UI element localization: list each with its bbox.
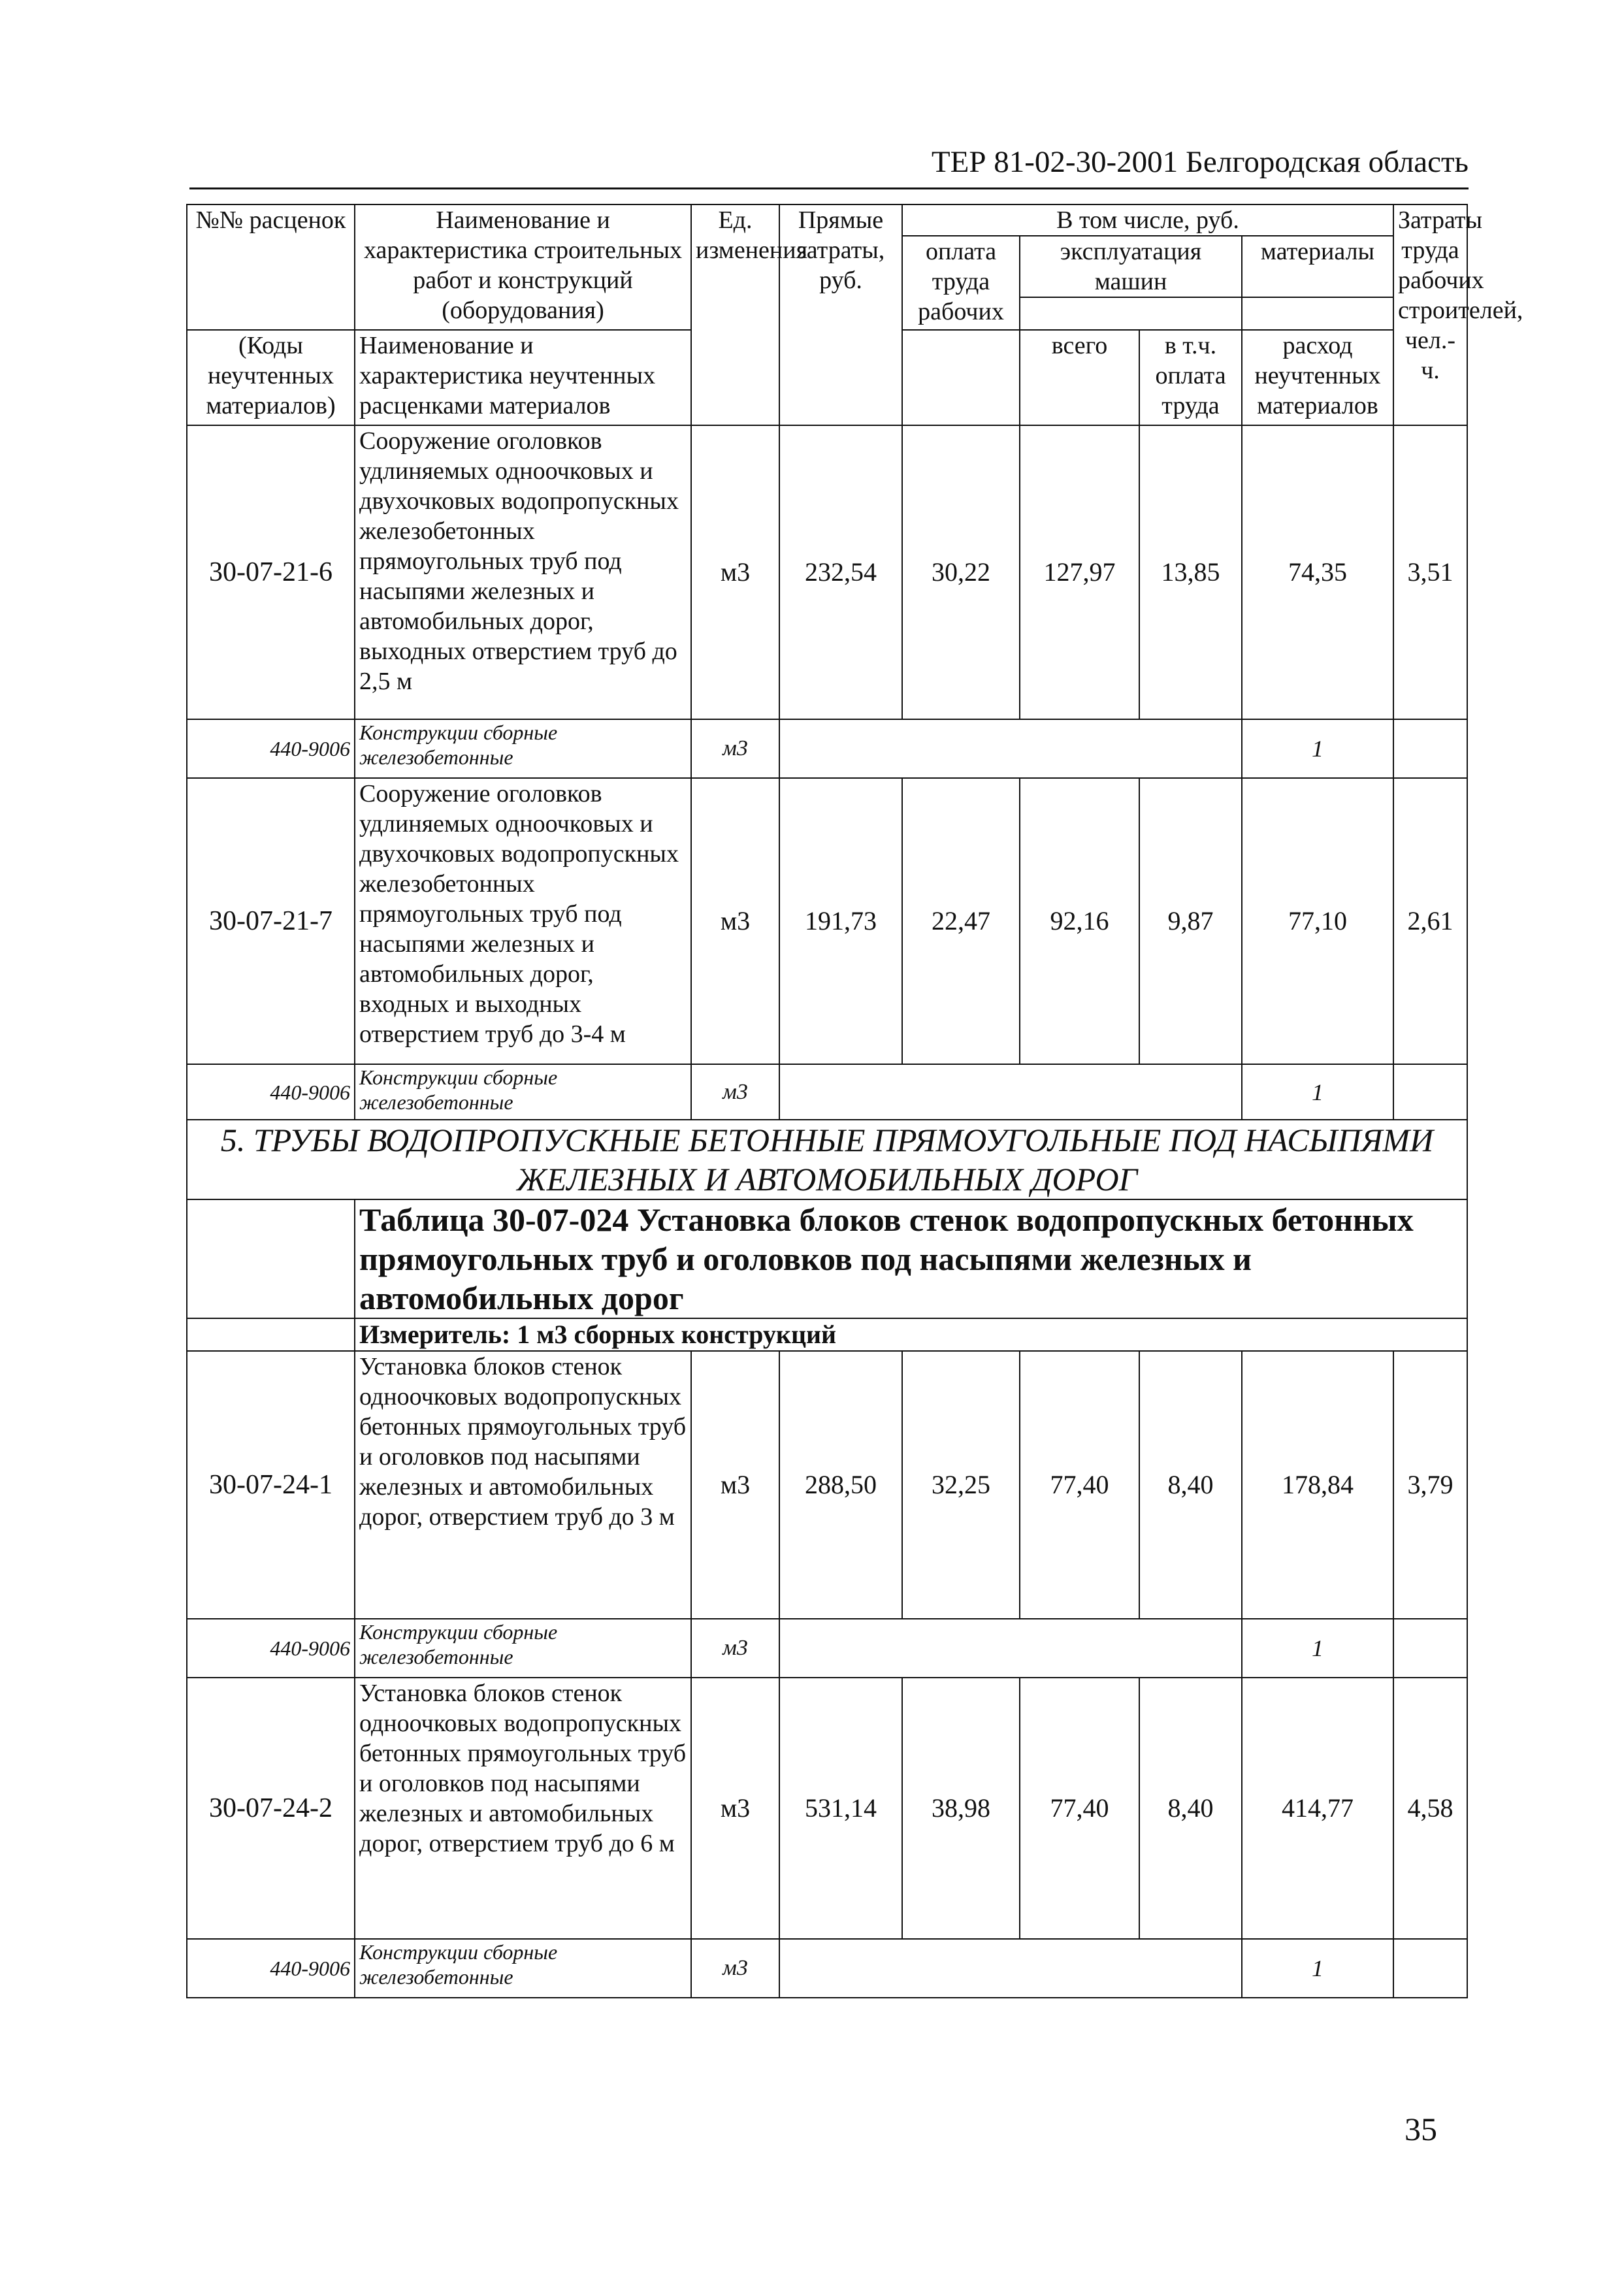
- row-mach-total: 77,40: [1020, 1351, 1139, 1619]
- row-code: 30-07-21-6: [187, 425, 355, 719]
- col-materials-header: материалы: [1242, 236, 1393, 297]
- material-unit: м3: [691, 1619, 779, 1678]
- material-code: 440-9006: [187, 1064, 355, 1120]
- table-row: [187, 1351, 1467, 1619]
- row-mach-labor: 8,40: [1139, 1351, 1242, 1619]
- material-row: [187, 1939, 1467, 1998]
- col-incl-header: В том числе, руб.: [902, 204, 1393, 236]
- row-unit: м3: [691, 425, 779, 719]
- material-blank: [1393, 1939, 1467, 1998]
- row-workers: 3,51: [1393, 425, 1467, 719]
- col-mach-labor-header: в т.ч. оплата труда: [1139, 330, 1242, 425]
- material-row: [187, 1064, 1467, 1120]
- material-code: 440-9006: [187, 1939, 355, 1998]
- header-rule: [189, 187, 1469, 189]
- row-direct: 288,50: [779, 1351, 902, 1619]
- row-code: 30-07-21-7: [187, 778, 355, 1064]
- material-name: Конструкции сборные железобетонные: [355, 1064, 691, 1120]
- col-code-header: №№ расценок: [187, 204, 355, 330]
- header-blank: [1020, 297, 1242, 330]
- material-qty: 1: [1242, 1064, 1393, 1120]
- material-qty: 1: [1242, 1619, 1393, 1678]
- col-machines-header: эксплуатация машин: [1020, 236, 1242, 297]
- col-name2-header: Наименование и характеристика неучтенных расценками материалов: [355, 330, 691, 425]
- material-row: [187, 1619, 1467, 1678]
- row-code: 30-07-24-2: [187, 1678, 355, 1939]
- row-materials: 77,10: [1242, 778, 1393, 1064]
- row-mach-total: 77,40: [1020, 1678, 1139, 1939]
- row-mach-labor: 8,40: [1139, 1678, 1242, 1939]
- measure-blank: [187, 1318, 355, 1351]
- material-name: Конструкции сборные железобетонные: [355, 719, 691, 778]
- material-unit: м3: [691, 1064, 779, 1120]
- table-row: [187, 1678, 1467, 1939]
- table-measure: Измеритель: 1 м3 сборных конструкций: [355, 1318, 1467, 1351]
- row-mach-total: 127,97: [1020, 425, 1139, 719]
- row-materials: 178,84: [1242, 1351, 1393, 1619]
- title-blank: [187, 1199, 355, 1318]
- row-workers: 4,58: [1393, 1678, 1467, 1939]
- row-code: 30-07-24-1: [187, 1351, 355, 1619]
- row-labor: 22,47: [902, 778, 1020, 1064]
- col-unit-header: Ед. изменения: [691, 204, 779, 425]
- table-title: Таблица 30-07-024 Установка блоков стенок водопропускных бетонных прямоугольных труб и оголовков под насыпями железных и автомобильных дорог: [355, 1199, 1467, 1318]
- material-blank: [779, 1619, 1242, 1678]
- row-materials: 414,77: [1242, 1678, 1393, 1939]
- section-heading: 5. ТРУБЫ ВОДОПРОПУСКНЫЕ БЕТОННЫЕ ПРЯМОУГОЛЬНЫЕ ПОД НАСЫПЯМИ ЖЕЛЕЗНЫХ И АВТОМОБИЛЬНЫХ ДОРОГ: [187, 1120, 1467, 1199]
- table-row: [187, 425, 1467, 719]
- row-labor: 38,98: [902, 1678, 1020, 1939]
- material-blank: [1393, 1619, 1467, 1678]
- material-name: Конструкции сборные железобетонные: [355, 1619, 691, 1678]
- row-mach-labor: 13,85: [1139, 425, 1242, 719]
- material-blank: [779, 1064, 1242, 1120]
- col-mach-total-header: всего: [1020, 330, 1139, 425]
- material-blank: [1393, 1064, 1467, 1120]
- material-row: [187, 719, 1467, 778]
- col-name-header: Наименование и характеристика строительных работ и конструкций (оборудования): [355, 204, 691, 330]
- row-name: Установка блоков стенок одноочковых водопропускных бетонных прямоугольных труб и оголовков под насыпями железных и автомобильных дорог, отверстием труб до 3 м: [355, 1351, 691, 1619]
- header-blank: [1242, 297, 1393, 330]
- col-mat-usage-header: расход неучтенных материалов: [1242, 330, 1393, 425]
- row-direct: 232,54: [779, 425, 902, 719]
- table-row: [187, 778, 1467, 1064]
- row-mach-labor: 9,87: [1139, 778, 1242, 1064]
- material-code: 440-9006: [187, 719, 355, 778]
- col-workers-header: Затраты труда рабочих строителей, чел.-ч.: [1393, 204, 1467, 425]
- row-unit: м3: [691, 1351, 779, 1619]
- col-code2-header: (Коды неучтенных материалов): [187, 330, 355, 425]
- material-unit: м3: [691, 1939, 779, 1998]
- row-name: Сооружение оголовков удлиняемых одноочковых и двухочковых водопропускных железобетонных прямоугольных труб под насыпями железных и автомобильных дорог, входных и выходных отверстием труб до 3-4 м: [355, 778, 691, 1064]
- material-qty: 1: [1242, 1939, 1393, 1998]
- material-blank: [779, 719, 1242, 778]
- material-qty: 1: [1242, 719, 1393, 778]
- material-blank: [1393, 719, 1467, 778]
- col-direct-header: Прямые затраты, руб.: [779, 204, 902, 425]
- row-workers: 2,61: [1393, 778, 1467, 1064]
- row-direct: 191,73: [779, 778, 902, 1064]
- row-workers: 3,79: [1393, 1351, 1467, 1619]
- rates-table: [186, 204, 1523, 1998]
- row-labor: 30,22: [902, 425, 1020, 719]
- row-unit: м3: [691, 1678, 779, 1939]
- row-labor: 32,25: [902, 1351, 1020, 1619]
- row-name: Установка блоков стенок одноочковых водопропускных бетонных прямоугольных труб и оголовков под насыпями железных и автомобильных дорог, отверстием труб до 6 м: [355, 1678, 691, 1939]
- row-unit: м3: [691, 778, 779, 1064]
- page-number: 35: [1405, 2111, 1437, 2147]
- row-materials: 74,35: [1242, 425, 1393, 719]
- row-name: Сооружение оголовков удлиняемых одноочковых и двухочковых водопропускных железобетонных прямоугольных труб под насыпями железных и автомобильных дорог, выходных отверстием труб до 2,5 м: [355, 425, 691, 719]
- row-direct: 531,14: [779, 1678, 902, 1939]
- document-header: ТЕР 81-02-30-2001 Белгородская область: [931, 145, 1469, 179]
- material-name: Конструкции сборные железобетонные: [355, 1939, 691, 1998]
- col-labor-header: оплата труда рабочих: [902, 236, 1020, 330]
- material-unit: м3: [691, 719, 779, 778]
- material-code: 440-9006: [187, 1619, 355, 1678]
- row-mach-total: 92,16: [1020, 778, 1139, 1064]
- material-blank: [779, 1939, 1242, 1998]
- header-blank: [902, 330, 1020, 425]
